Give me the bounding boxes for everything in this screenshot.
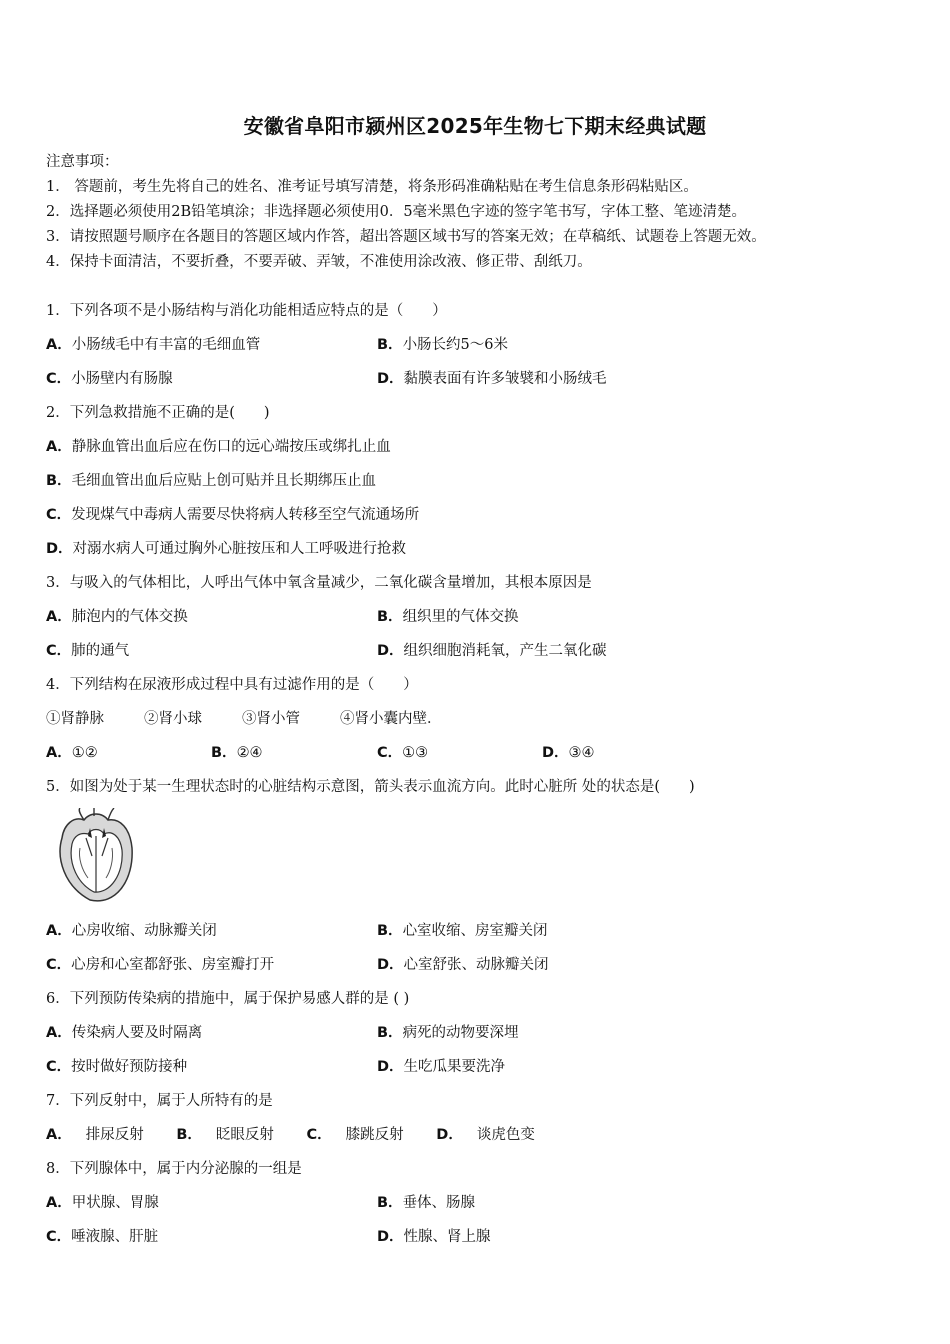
heart-illustration [50,808,140,908]
option-b: B．心室收缩、房室瓣关闭 [377,923,548,939]
subitem-2: ②肾小球 [144,711,202,727]
question-5-stem: 5．如图为处于某一生理状态时的心脏结构示意图，箭头表示血流方向。此时心脏所 处的状态是( ) [46,779,695,795]
question-3-options-row-1 [46,604,916,638]
notice-item-4: 4．保持卡面清洁，不要折叠，不要弄破、弄皱，不准使用涂改液、修正带、刮纸刀。 [46,254,592,270]
option-a: A．小肠绒毛中有丰富的毛细血管 [46,337,261,353]
question-4-options [46,740,916,774]
option-c: C．肺的通气 [46,643,130,659]
question-4-stem: 4．下列结构在尿液形成过程中具有过滤作用的是（ ） [46,677,418,693]
notice-heading: 注意事项： [46,154,119,170]
question-7-stem: 7．下列反射中，属于人所特有的是 [46,1093,273,1109]
option-d: D． 谈虎色变 [436,1127,535,1143]
option-b: B．垂体、肠腺 [377,1195,476,1211]
notice-item-3: 3．请按照题号顺序在各题目的答题区域内作答，超出答题区域书写的答案无效；在草稿纸、试题卷上答题无效。 [46,229,766,245]
subitem-1: ①肾静脉 [46,711,104,727]
option-b: B．病死的动物要深埋 [377,1025,519,1041]
option-b: B．毛细血管出血后应贴上创可贴并且长期绑压止血 [46,473,377,489]
question-7-options [46,1122,916,1156]
question-1-options-row-2 [46,366,916,400]
option-a: A．传染病人要及时隔离 [46,1025,203,1041]
option-d: D．对溺水病人可通过胸外心脏按压和人工呼吸进行抢救 [46,541,407,557]
subitem-4: ④肾小囊内壁． [340,711,442,727]
option-b: B． 眨眼反射 [176,1127,274,1143]
option-d: D．组织细胞消耗氧，产生二氧化碳 [377,643,607,659]
heart-diagram [46,808,916,918]
option-d: D．性腺、肾上腺 [377,1229,491,1245]
option-d: D．心室舒张、动脉瓣关闭 [377,957,549,973]
option-b: B．小肠长约5～6米 [377,337,509,353]
question-3-stem: 3．与吸入的气体相比，人呼出气体中氧含量减少，二氧化碳含量增加，其根本原因是 [46,575,592,591]
question-5-options-row-1 [46,918,916,952]
option-c: C．心房和心室都舒张、房室瓣打开 [46,957,275,973]
question-5-options-row-2 [46,952,916,986]
question-6-options-row-1 [46,1020,916,1054]
question-8-options-row-1 [46,1190,916,1224]
question-list [46,298,916,1258]
question-3-options-row-2 [46,638,916,672]
exam-title: 安徽省阜阳市颍州区2025年生物七下期末经典试题 [243,114,707,138]
question-6-stem: 6．下列预防传染病的措施中，属于保护易感人群的是 ( ) [46,991,410,1007]
option-c: C．①③ [377,745,429,761]
option-b: B．组织里的气体交换 [377,609,519,625]
option-c: C．按时做好预防接种 [46,1059,188,1075]
notice-section [46,150,916,275]
question-8-options-row-2 [46,1224,916,1258]
option-c: C．发现煤气中毒病人需要尽快将病人转移至空气流通场所 [46,507,420,523]
question-4-subitems [46,706,916,740]
option-a: A．心房收缩、动脉瓣关闭 [46,923,217,939]
option-c: C．唾液腺、肝脏 [46,1229,159,1245]
option-a: A． 排尿反射 [46,1127,144,1143]
option-d: D．黏膜表面有许多皱襞和小肠绒毛 [377,371,607,387]
option-a: A．静脉血管出血后应在伤口的远心端按压或绑扎止血 [46,439,391,455]
option-c: C．小肠壁内有肠腺 [46,371,173,387]
option-a: A．甲状腺、胃腺 [46,1195,159,1211]
option-d: D．③④ [542,745,595,761]
notice-item-1: 1． 答题前，考生先将自己的姓名、准考证号填写清楚，将条形码准确粘贴在考生信息条形码粘贴区。 [46,179,698,195]
question-2-stem: 2．下列急救措施不正确的是( ) [46,405,270,421]
question-1-stem: 1．下列各项不是小肠结构与消化功能相适应特点的是（ ） [46,303,447,319]
question-8-stem: 8．下列腺体中，属于内分泌腺的一组是 [46,1161,302,1177]
option-d: D．生吃瓜果要洗净 [377,1059,506,1075]
notice-item-2: 2．选择题必须使用2B铅笔填涂；非选择题必须使用0．5毫米黑色字迹的签字笔书写，字体工整、笔迹清楚。 [46,204,747,220]
subitem-3: ③肾小管 [242,711,300,727]
question-6-options-row-2 [46,1054,916,1088]
option-b: B．②④ [211,745,263,761]
question-1-options-row-1 [46,332,916,366]
option-a: A．肺泡内的气体交换 [46,609,188,625]
option-a: A．①② [46,745,98,761]
option-c: C． 膝跳反射 [306,1127,404,1143]
